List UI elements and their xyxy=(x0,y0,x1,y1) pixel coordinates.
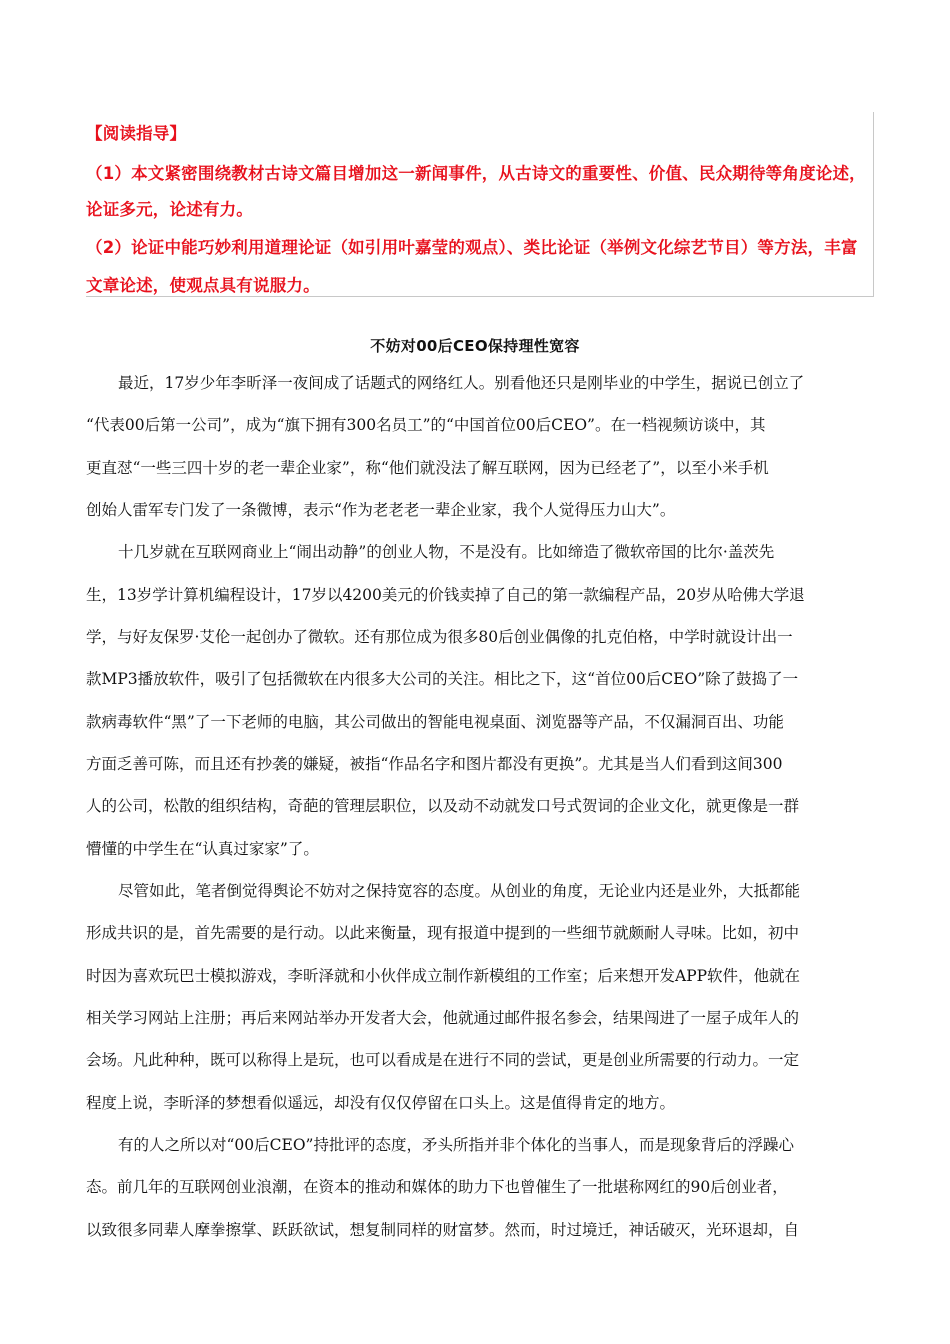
article-line: 态。前几年的互联网创业浪潮，在资本的推动和媒体的助力下也曾催生了一批堪称网红的90后创业者， xyxy=(86,1178,788,1196)
guide-heading: 【阅读指导】 xyxy=(86,124,187,143)
article-line: 学，与好友保罗·艾伦一起创办了微软。还有那位成为很多80后创业偶像的扎克伯格，中学时就设计出一 xyxy=(86,628,793,646)
guide-item-1-line-2: 论证多元，论述有力。 xyxy=(86,200,253,219)
article-line: 更直怼“一些三四十岁的老一辈企业家”，称“他们就没法了解互联网，因为已经老了”，以至小米手机 xyxy=(86,459,769,477)
article-line: 款MP3播放软件，吸引了包括微软在内很多大公司的关注。相比之下，这“首位00后CEO”除了鼓捣了一 xyxy=(86,670,799,688)
article-line: 生，13岁学计算机编程设计，17岁以4200美元的价钱卖掉了自己的第一款编程产品，20岁从哈佛大学退 xyxy=(86,586,805,604)
article-line: 会场。凡此种种，既可以称得上是玩，也可以看成是在进行不同的尝试，更是创业所需要的行动力。一定 xyxy=(86,1051,800,1069)
guide-item-1-line-1: （1）本文紧密围绕教材古诗文篇目增加这一新闻事件，从古诗文的重要性、价值、民众期待等角度论述， xyxy=(86,164,866,183)
article-line: “代表00后第一公司”，成为“旗下拥有300名员工”的“中国首位00后CEO”。在一档视频访谈中，其 xyxy=(86,416,766,434)
reading-guide-box xyxy=(86,112,874,297)
article-title: 不妨对00后CEO保持理性宽容 xyxy=(370,337,580,355)
article-line: 最近，17岁少年李昕泽一夜间成了话题式的网络红人。别看他还只是刚毕业的中学生，据说已创立了 xyxy=(118,374,805,392)
article-line: 形成共识的是，首先需要的是行动。以此来衡量，现有报道中提到的一些细节就颇耐人寻味。比如，初中 xyxy=(86,924,800,942)
article-line: 以致很多同辈人摩拳擦掌、跃跃欲试，想复制同样的财富梦。然而，时过境迁，神话破灭，光环退却，自 xyxy=(86,1221,800,1239)
article-line: 人的公司，松散的组织结构，奇葩的管理层职位，以及动不动就发口号式贺词的企业文化，就更像是一群 xyxy=(86,797,800,815)
article-line: 懵懂的中学生在“认真过家家”了。 xyxy=(86,840,319,858)
guide-item-2-line-1: （2）论证中能巧妙利用道理论证（如引用叶嘉莹的观点）、类比论证（举例文化综艺节目）等方法，丰富 xyxy=(86,238,858,257)
article-line: 程度上说，李昕泽的梦想看似遥远，却没有仅仅停留在口头上。这是值得肯定的地方。 xyxy=(86,1094,676,1112)
article-line: 相关学习网站上注册；再后来网站举办开发者大会，他就通过邮件报名参会，结果闯进了一屋子成年人的 xyxy=(86,1009,800,1027)
guide-item-2-line-2: 文章论述，使观点具有说服力。 xyxy=(86,276,320,295)
article-line: 尽管如此，笔者倒觉得舆论不妨对之保持宽容的态度。从创业的角度，无论业内还是业外，大抵都能 xyxy=(118,882,801,900)
article-line: 时因为喜欢玩巴士模拟游戏，李昕泽就和小伙伴成立制作新模组的工作室；后来想开发APP软件，他就在 xyxy=(86,967,801,985)
article-line: 十几岁就在互联网商业上“闹出动静”的创业人物，不是没有。比如缔造了微软帝国的比尔·盖茨先 xyxy=(118,543,775,561)
article-line: 有的人之所以对“00后CEO”持批评的态度，矛头所指并非个体化的当事人，而是现象背后的浮躁心 xyxy=(118,1136,794,1154)
article-line: 方面乏善可陈，而且还有抄袭的嫌疑，被指“作品名字和图片都没有更换”。尤其是当人们看到这间300 xyxy=(86,755,783,773)
article-line: 款病毒软件“黑”了一下老师的电脑，其公司做出的智能电视桌面、浏览器等产品，不仅漏洞百出、功能 xyxy=(86,713,784,731)
article-line: 创始人雷军专门发了一条微博，表示“作为老老老一辈企业家，我个人觉得压力山大”。 xyxy=(86,501,676,519)
